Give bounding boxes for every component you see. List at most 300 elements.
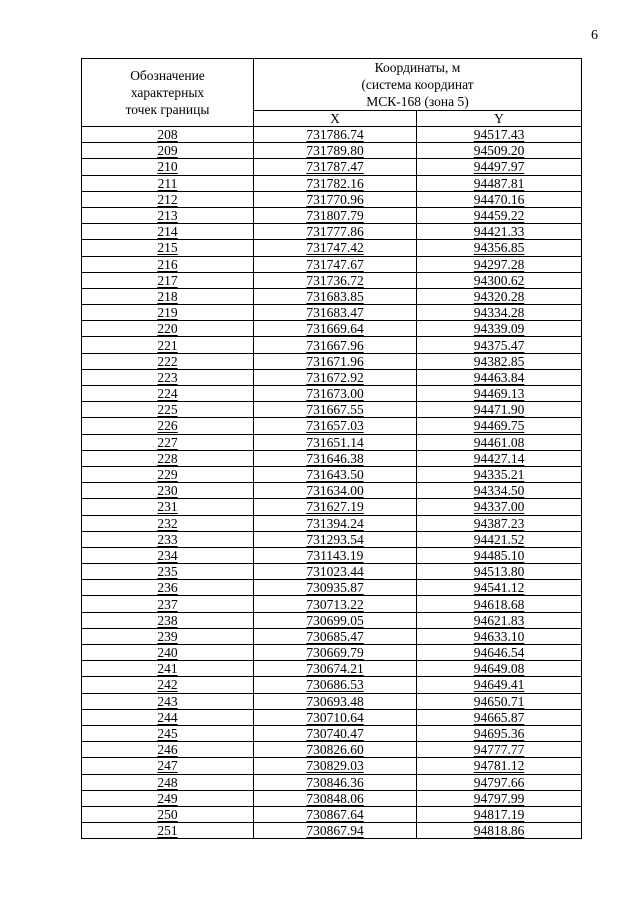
cell-value: 730829.03 [306,758,364,774]
x-coordinate-cell [254,628,417,644]
cell-value: 731736.72 [306,272,364,288]
cell-value: 240 [157,645,178,661]
table-row [82,272,582,288]
y-coordinate-cell [417,774,582,790]
cell-value: 251 [157,823,178,839]
point-number-cell [82,434,254,450]
x-coordinate-cell [254,806,417,822]
point-number-cell [82,645,254,661]
table-row [82,531,582,547]
table-row [82,693,582,709]
cell-value: 731651.14 [306,434,364,450]
cell-value: 94469.75 [473,418,525,434]
cell-value: 731667.55 [306,402,364,418]
cell-value: 94818.86 [473,823,525,839]
y-coordinate-cell [417,806,582,822]
table-row [82,742,582,758]
point-number-cell [82,191,254,207]
cell-value: 731643.50 [306,467,364,483]
cell-value: 730846.36 [306,774,364,790]
cell-value: 94487.81 [473,175,525,191]
cell-value: 731787.47 [306,159,364,175]
y-coordinate-cell [417,353,582,369]
table-row [82,515,582,531]
table-row [82,240,582,256]
cell-value: 94649.41 [473,677,525,693]
cell-value: 731747.67 [306,256,364,272]
cell-value: 235 [157,564,178,580]
x-coordinate-cell [254,823,417,839]
y-coordinate-cell [417,434,582,450]
x-coordinate-cell [254,402,417,418]
x-coordinate-cell [254,483,417,499]
table-row [82,790,582,806]
cell-value: 94541.12 [473,580,525,596]
cell-value: 731646.38 [306,450,364,466]
cell-value: 94797.66 [473,774,525,790]
cell-value: 730713.22 [306,596,364,612]
y-coordinate-cell [417,402,582,418]
cell-value: 731747.42 [306,240,364,256]
cell-value: 229 [157,467,178,483]
x-coordinate-cell [254,612,417,628]
header-line: Обозначение [130,68,205,83]
cell-value: 94469.13 [473,386,525,402]
table-row [82,823,582,839]
x-coordinate-cell [254,596,417,612]
cell-value: 731807.79 [306,208,364,224]
table-row [82,466,582,482]
cell-value: 94334.28 [473,305,525,321]
x-coordinate-cell [254,127,417,143]
cell-value: 94509.20 [473,143,525,159]
table-body [82,127,582,839]
y-coordinate-cell [417,159,582,175]
x-coordinate-cell [254,499,417,515]
table-row [82,337,582,353]
point-number-cell [82,159,254,175]
y-coordinate-cell [417,580,582,596]
point-number-cell [82,531,254,547]
y-coordinate-cell [417,483,582,499]
table-row [82,321,582,337]
table-row [82,547,582,563]
cell-value: 250 [157,806,178,822]
table-row [82,288,582,304]
cell-value: 221 [157,337,178,353]
x-coordinate-cell [254,564,417,580]
cell-value: 730674.21 [306,661,364,677]
point-number-cell [82,466,254,482]
point-number-cell [82,337,254,353]
cell-value: 224 [157,386,178,402]
cell-value: 731782.16 [306,175,364,191]
y-coordinate-cell [417,758,582,774]
cell-value: 227 [157,434,178,450]
table-row [82,143,582,159]
y-column-header: Y [417,111,582,127]
table-row [82,564,582,580]
table-row [82,353,582,369]
cell-value: 246 [157,742,178,758]
point-number-cell [82,580,254,596]
cell-value: 247 [157,758,178,774]
point-number-cell [82,369,254,385]
cell-value: 216 [157,256,178,272]
point-number-cell [82,402,254,418]
cell-value: 94650.71 [473,693,525,709]
point-number-cell [82,693,254,709]
cell-value: 94463.84 [473,369,525,385]
cell-value: 731293.54 [306,531,364,547]
point-number-cell [82,677,254,693]
y-coordinate-cell [417,418,582,434]
table-row [82,127,582,143]
cell-value: 213 [157,208,178,224]
table-row [82,224,582,240]
table-row [82,483,582,499]
table-row [82,612,582,628]
table-header-row [82,59,582,111]
cell-value: 730686.53 [306,677,364,693]
table-row [82,758,582,774]
cell-value: 730710.64 [306,709,364,725]
point-number-cell [82,256,254,272]
point-number-cell [82,564,254,580]
x-coordinate-cell [254,515,417,531]
point-number-cell [82,806,254,822]
cell-value: 245 [157,726,178,742]
point-number-cell [82,207,254,223]
cell-value: 94337.00 [473,499,525,515]
x-coordinate-cell [254,321,417,337]
table-row [82,450,582,466]
cell-value: 94513.80 [473,564,525,580]
cell-value: 731770.96 [306,191,364,207]
y-coordinate-cell [417,466,582,482]
header-line: (система координат [361,77,474,92]
table-row [82,499,582,515]
point-number-cell [82,725,254,741]
table-row [82,774,582,790]
cell-value: 230 [157,483,178,499]
x-coordinate-cell [254,709,417,725]
coordinates-table [81,58,582,839]
header-line: точек границы [125,102,210,117]
cell-value: 94646.54 [473,645,525,661]
cell-value: 236 [157,580,178,596]
table-row [82,580,582,596]
cell-value: 244 [157,709,178,725]
cell-value: 225 [157,402,178,418]
x-coordinate-cell [254,790,417,806]
x-coordinate-cell [254,240,417,256]
x-coordinate-cell [254,758,417,774]
cell-value: 731777.86 [306,224,364,240]
cell-value: 215 [157,240,178,256]
point-number-cell [82,305,254,321]
cell-value: 94618.68 [473,596,525,612]
point-number-cell [82,353,254,369]
y-coordinate-cell [417,256,582,272]
y-coordinate-cell [417,645,582,661]
x-coordinate-cell [254,159,417,175]
cell-value: 94649.08 [473,661,525,677]
x-coordinate-cell [254,207,417,223]
x-coordinate-cell [254,531,417,547]
coordinates-header [254,59,582,111]
table-row [82,175,582,191]
x-coordinate-cell [254,272,417,288]
x-coordinate-cell [254,256,417,272]
cell-value: 231 [157,499,178,515]
cell-value: 219 [157,305,178,321]
cell-value: 731143.19 [306,547,364,563]
y-coordinate-cell [417,386,582,402]
point-number-cell [82,823,254,839]
point-number-cell [82,774,254,790]
x-coordinate-cell [254,774,417,790]
y-coordinate-cell [417,499,582,515]
header-line: МСК-168 (зона 5) [366,94,469,109]
y-coordinate-cell [417,725,582,741]
cell-value: 730740.47 [306,726,364,742]
table-row [82,434,582,450]
y-coordinate-cell [417,272,582,288]
point-number-cell [82,742,254,758]
point-number-cell [82,483,254,499]
cell-value: 249 [157,790,178,806]
y-coordinate-cell [417,531,582,547]
cell-value: 222 [157,353,178,369]
table-row [82,256,582,272]
cell-value: 730693.48 [306,693,364,709]
y-coordinate-cell [417,709,582,725]
x-coordinate-cell [254,725,417,741]
cell-value: 94633.10 [473,628,525,644]
cell-value: 94297.28 [473,256,525,272]
cell-value: 239 [157,628,178,644]
cell-value: 730685.47 [306,628,364,644]
header-line: характерных [130,85,205,100]
cell-value: 232 [157,515,178,531]
y-coordinate-cell [417,564,582,580]
y-coordinate-cell [417,305,582,321]
y-coordinate-cell [417,677,582,693]
table-row [82,709,582,725]
cell-value: 94382.85 [473,353,525,369]
x-coordinate-cell [254,742,417,758]
x-coordinate-cell [254,175,417,191]
y-coordinate-cell [417,337,582,353]
y-coordinate-cell [417,515,582,531]
cell-value: 212 [157,191,178,207]
y-coordinate-cell [417,224,582,240]
cell-value: 731669.64 [306,321,364,337]
x-coordinate-cell [254,353,417,369]
table-row [82,628,582,644]
cell-value: 730867.94 [306,823,364,839]
point-number-cell [82,321,254,337]
point-designation-header [82,59,254,127]
cell-value: 730669.79 [306,645,364,661]
header-line: Координаты, м [374,60,461,75]
cell-value: 208 [157,127,178,143]
x-coordinate-cell [254,288,417,304]
cell-value: 243 [157,693,178,709]
cell-value: 730867.64 [306,806,364,822]
point-number-cell [82,709,254,725]
x-coordinate-cell [254,143,417,159]
y-coordinate-cell [417,207,582,223]
cell-value: 94797.99 [473,790,525,806]
cell-value: 731671.96 [306,353,364,369]
point-number-cell [82,596,254,612]
y-coordinate-cell [417,175,582,191]
point-number-cell [82,418,254,434]
x-coordinate-cell [254,434,417,450]
point-number-cell [82,547,254,563]
cell-value: 731634.00 [306,483,364,499]
cell-value: 94781.12 [473,758,525,774]
cell-value: 218 [157,288,178,304]
point-number-cell [82,288,254,304]
cell-value: 211 [157,175,178,191]
cell-value: 94334.50 [473,483,525,499]
point-number-cell [82,661,254,677]
point-number-cell [82,450,254,466]
cell-value: 217 [157,272,178,288]
x-coordinate-cell [254,191,417,207]
y-coordinate-cell [417,547,582,563]
y-coordinate-cell [417,321,582,337]
cell-value: 94497.97 [473,159,525,175]
cell-value: 241 [157,661,178,677]
cell-value: 94471.90 [473,402,525,418]
y-coordinate-cell [417,596,582,612]
table-row [82,806,582,822]
point-number-cell [82,499,254,515]
cell-value: 94517.43 [473,127,525,143]
x-coordinate-cell [254,305,417,321]
table-row [82,661,582,677]
cell-value: 210 [157,159,178,175]
point-number-cell [82,224,254,240]
table-row [82,418,582,434]
cell-value: 209 [157,143,178,159]
point-number-cell [82,790,254,806]
table-row [82,645,582,661]
cell-value: 228 [157,450,178,466]
cell-value: 730848.06 [306,790,364,806]
cell-value: 94339.09 [473,321,525,337]
cell-value: 248 [157,774,178,790]
x-coordinate-cell [254,693,417,709]
cell-value: 731683.47 [306,305,364,321]
cell-value: 94335.21 [473,467,525,483]
cell-value: 233 [157,531,178,547]
cell-value: 731786.74 [306,127,364,143]
page-number: 6 [591,28,598,43]
y-coordinate-cell [417,143,582,159]
cell-value: 731683.85 [306,288,364,304]
y-coordinate-cell [417,612,582,628]
y-coordinate-cell [417,790,582,806]
x-coordinate-cell [254,547,417,563]
cell-value: 94485.10 [473,547,525,563]
cell-value: 731657.03 [306,418,364,434]
cell-value: 94421.33 [473,224,525,240]
table-row [82,402,582,418]
x-coordinate-cell [254,645,417,661]
point-number-cell [82,240,254,256]
table-row [82,725,582,741]
y-coordinate-cell [417,628,582,644]
cell-value: 731023.44 [306,564,364,580]
x-column-header: X [254,111,417,127]
cell-value: 94817.19 [473,806,525,822]
cell-value: 94427.14 [473,450,525,466]
x-coordinate-cell [254,224,417,240]
x-coordinate-cell [254,677,417,693]
cell-value: 730826.60 [306,742,364,758]
cell-value: 94621.83 [473,612,525,628]
table-row [82,677,582,693]
cell-value: 94665.87 [473,709,525,725]
y-coordinate-cell [417,127,582,143]
cell-value: 731627.19 [306,499,364,515]
point-number-cell [82,175,254,191]
cell-value: 234 [157,547,178,563]
cell-value: 94375.47 [473,337,525,353]
y-coordinate-cell [417,823,582,839]
cell-value: 94300.62 [473,272,525,288]
cell-value: 226 [157,418,178,434]
table-row [82,596,582,612]
y-coordinate-cell [417,369,582,385]
y-coordinate-cell [417,450,582,466]
x-coordinate-cell [254,466,417,482]
y-coordinate-cell [417,191,582,207]
x-coordinate-cell [254,418,417,434]
point-number-cell [82,515,254,531]
cell-value: 94459.22 [473,208,525,224]
table-row [82,207,582,223]
cell-value: 731394.24 [306,515,364,531]
cell-value: 94461.08 [473,434,525,450]
cell-value: 731673.00 [306,386,364,402]
point-number-cell [82,272,254,288]
point-number-cell [82,628,254,644]
cell-value: 94387.23 [473,515,525,531]
y-coordinate-cell [417,742,582,758]
x-coordinate-cell [254,337,417,353]
cell-value: 730935.87 [306,580,364,596]
table-row [82,159,582,175]
cell-value: 731667.96 [306,337,364,353]
y-coordinate-cell [417,661,582,677]
x-coordinate-cell [254,580,417,596]
cell-value: 214 [157,224,178,240]
cell-value: 731672.92 [306,369,364,385]
x-coordinate-cell [254,661,417,677]
point-number-cell [82,127,254,143]
x-coordinate-cell [254,386,417,402]
cell-value: 94356.85 [473,240,525,256]
cell-value: 237 [157,596,178,612]
x-coordinate-cell [254,369,417,385]
cell-value: 731789.80 [306,143,364,159]
